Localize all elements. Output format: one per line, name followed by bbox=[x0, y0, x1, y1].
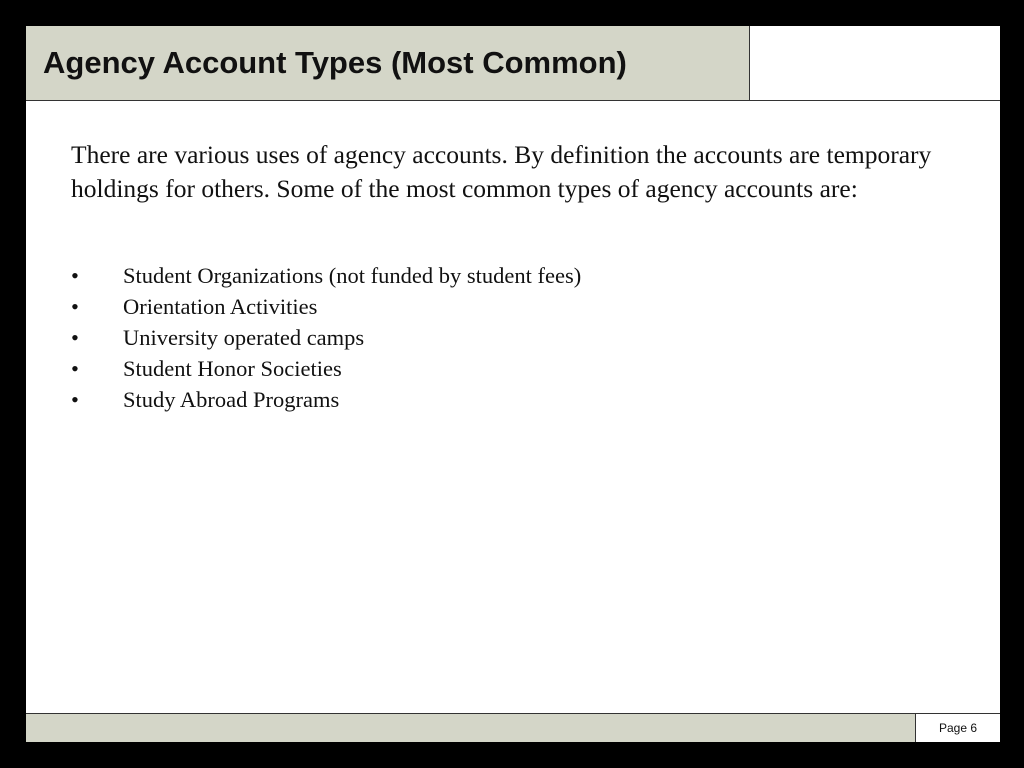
intro-paragraph: There are various uses of agency accounts. By definition the accounts are temporary holdings for others. Some of the most common types of agency accounts are: bbox=[71, 140, 932, 203]
list-item-text: Orientation Activities bbox=[123, 294, 318, 319]
slide-title: Agency Account Types (Most Common) bbox=[43, 45, 627, 80]
list-item bbox=[71, 322, 581, 353]
slide bbox=[26, 26, 1000, 742]
bullet-icon: • bbox=[71, 325, 79, 350]
list-item-text: University operated camps bbox=[123, 325, 365, 350]
bullet-icon: • bbox=[71, 294, 79, 319]
bullet-icon: • bbox=[71, 356, 79, 381]
bullet-list bbox=[71, 260, 581, 415]
title-bar bbox=[26, 26, 750, 101]
list-item-text: Student Honor Societies bbox=[123, 356, 342, 381]
list-item bbox=[71, 353, 581, 384]
title-bar-right-panel bbox=[750, 26, 1000, 101]
list-item bbox=[71, 291, 581, 322]
list-item-text: Study Abroad Programs bbox=[123, 387, 340, 412]
list-item-text: Student Organizations (not funded by student fees) bbox=[123, 263, 582, 288]
page-number-box bbox=[916, 713, 1000, 742]
list-item bbox=[71, 260, 581, 291]
page-number: Page 6 bbox=[938, 721, 978, 735]
list-item bbox=[71, 384, 581, 415]
footer-bar bbox=[26, 713, 916, 742]
bullet-icon: • bbox=[71, 263, 79, 288]
bullet-icon: • bbox=[71, 387, 79, 412]
